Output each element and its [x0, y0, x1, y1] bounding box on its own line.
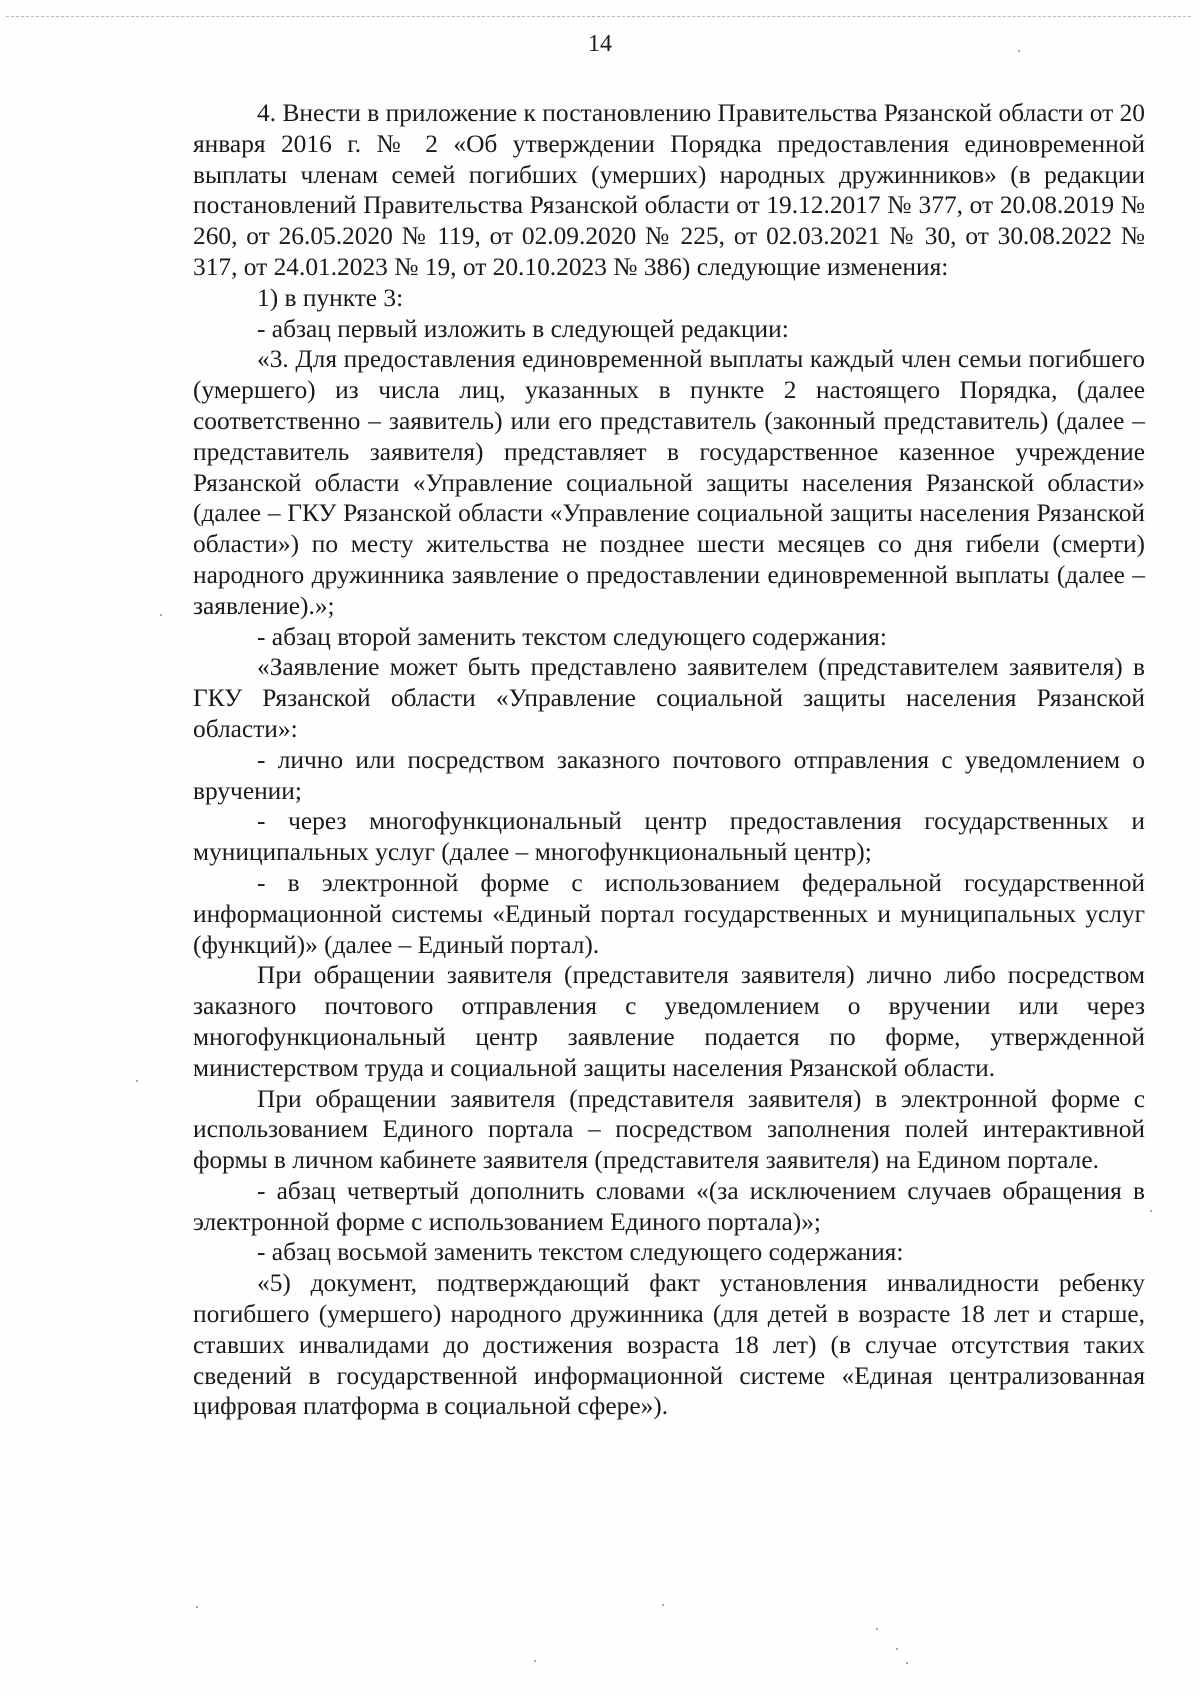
paragraph-quote-point-5: «5) документ, подтверждающий факт установления инвалидности ребенку погибшего (умершего) народного дружинника (для детей в возрасте 18 лет и старше, ставших инвалидами до достижения возраста 18 лет) (в случае отсутствия таких сведений в государственной информационной системе «Единая централизованная цифровая платформа в социальной сфере»). [193, 1269, 1145, 1421]
paragraph-abzac-eighth: - абзац восьмой заменить текстом следующего содержания: [257, 1238, 904, 1267]
scan-speck [1018, 50, 1020, 52]
paragraph-option-mfc: - через многофункциональный центр предоставления государственных и муниципальных услуг (далее – многофункциональный центр); [193, 807, 1145, 867]
paragraph-option-electronic: - в электронной форме с использованием федеральной государственной информационной системы «Единый портал государственных и муниципальных услуг (функций)» (далее – Единый портал). [193, 868, 1145, 959]
scan-speck [534, 1660, 536, 1662]
scan-speck [196, 1606, 198, 1608]
paragraph-abzac-fourth: - абзац четвертый дополнить словами «(за исключением случаев обращения в электронной форме с использованием Единого портала)»; [193, 1176, 1145, 1236]
scan-speck [136, 1080, 138, 1082]
paragraph-paper-form: При обращении заявителя (представителя заявителя) лично либо посредством заказного почтового отправления с уведомлением о вручении или через многофункциональный центр заявление подается по форме, утвержденной министерством труда и социальной защиты населения Рязанской области. [193, 961, 1145, 1082]
scan-speck [906, 1662, 908, 1664]
paragraph-quote-point-3: «3. Для предоставления единовременной выплаты каждый член семьи погибшего (умершего) из числа лиц, указанных в пункте 2 настоящего Порядка, (далее соответственно – заявитель) или его представитель (законный представитель) (далее – представитель заявителя) представляет в государственное казенное учреждение Рязанской области «Управление социальной защиты населения Рязанской области» (далее – ГКУ Рязанской области «Управление социальной защиты населения Рязанской области») по месту жительства не позднее шести месяцев со дня гибели (смерти) народного дружинника заявление о предоставлении единовременной выплаты (далее – заявление).»; [193, 345, 1145, 620]
paragraph-abzac-second: - абзац второй заменить текстом следующего содержания: [257, 622, 887, 651]
scan-speck [896, 1648, 898, 1650]
scan-speck [160, 614, 162, 616]
scan-speck [876, 1628, 878, 1630]
paragraph-option-in-person: - лично или посредством заказного почтового отправления с уведомлением о вручении; [193, 745, 1145, 805]
page-number: 14 [588, 31, 612, 57]
scan-top-edge [6, 16, 1191, 17]
paragraph-quote-application: «Заявление может быть представлено заявителем (представителем заявителя) в ГКУ Рязанской области «Управление социальной защиты населения Рязанской области»: [193, 653, 1145, 743]
paragraph-item-4-intro: 4. Внести в приложение к постановлению Правительства Рязанской области от 20 января 2016 г. № 2 «Об утверждении Порядка предоставления единовременной выплаты членам семей погибших (умерших) народных дружинников» (в редакции постановлений Правительства Рязанской области от 19.12.2017 № 377, от 20.08.2019 № 260, от 26.05.2020 № 119, от 02.09.2020 № 225, от 02.03.2021 № 30, от 30.08.2022 № 317, от 24.01.2023 № 19, от 20.10.2023 № 386) следующие изменения: [193, 99, 1145, 281]
paragraph-electronic-form: При обращении заявителя (представителя заявителя) в электронной форме с использованием Единого портала – посредством заполнения полей интерактивной формы в личном кабинете заявителя (представителя заявителя) на Едином портале. [193, 1084, 1145, 1175]
scan-speck [1150, 1210, 1152, 1212]
paragraph-abzac-first: - абзац первый изложить в следующей редакции: [257, 314, 789, 343]
paragraph-subitem-1: 1) в пункте 3: [257, 283, 404, 312]
scan-speck [662, 1604, 664, 1606]
document-body [193, 98, 1145, 1422]
